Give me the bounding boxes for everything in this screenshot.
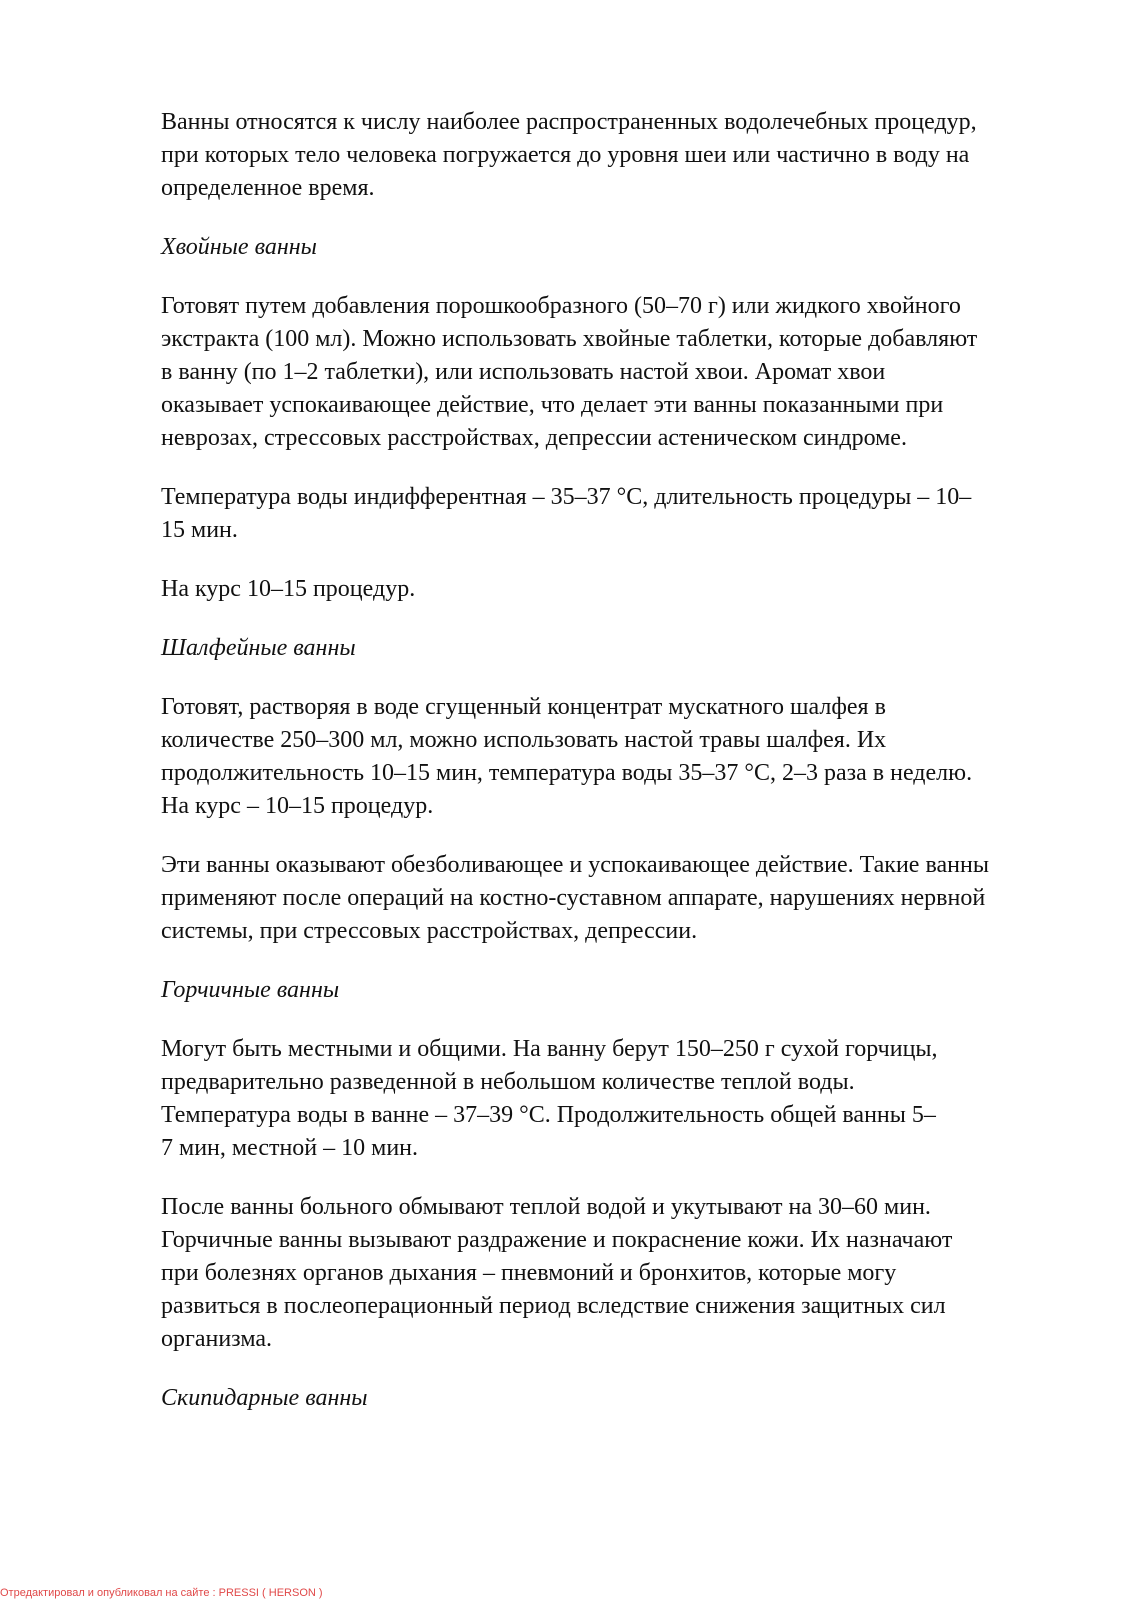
section-heading-pine-baths: Хвойные ванны	[161, 234, 317, 260]
sage-baths-effect-paragraph: Эти ванны оказывают обезболивающее и успокаивающее действие. Такие ванны применяют после операций на костно-суставном аппарате, нарушениях нервной системы, при стрессовых расстройствах, депрессии.	[161, 852, 989, 944]
mustard-baths-after-paragraph: После ванны больного обмывают теплой водой и укутывают на 30–60 мин. Горчичные ванны вызывают раздражение и покраснение кожи. Их назначают при болезнях органов дыхания – пневмоний и бронхитов, которые могу развиться в послеоперационный период вследствие снижения защитных сил организма.	[161, 1194, 953, 1352]
intro-paragraph: Ванны относятся к числу наиболее распространенных водолечебных процедур, при которых тело человека погружается до уровня шеи или частично в воду на определенное время.	[161, 109, 977, 201]
sage-baths-preparation-paragraph: Готовят, растворяя в воде сгущенный концентрат мускатного шалфея в количестве 250–300 мл, можно использовать настой травы шалфея. Их продолжительность 10–15 мин, температура воды 35–37 °C, 2–3 раза в неделю. На курс – 10–15 процедур.	[161, 694, 973, 819]
section-heading-mustard-baths: Горчичные ванны	[161, 977, 340, 1003]
document-page	[161, 106, 1061, 1441]
pine-baths-temperature-paragraph: Температура воды индифферентная – 35–37 °C, длительность процедуры – 10– 15 мин.	[161, 484, 972, 543]
section-heading-turpentine-baths: Скипидарные ванны	[161, 1385, 368, 1411]
publisher-footer-note: Отредактировал и опубликовал на сайте : PRESSI ( HERSON )	[0, 1587, 323, 1599]
pine-baths-course-paragraph: На курс 10–15 процедур.	[161, 576, 416, 602]
mustard-baths-preparation-paragraph: Могут быть местными и общими. На ванну берут 150–250 г сухой горчицы, предварительно разведенной в небольшом количестве теплой воды. Температура воды в ванне – 37–39 °C. Продолжительность общей ванны 5– 7 мин, местной – 10 мин.	[161, 1036, 938, 1161]
pine-baths-preparation-paragraph: Готовят путем добавления порошкообразного (50–70 г) или жидкого хвойного экстракта (100 мл). Можно использовать хвойные таблетки, которые добавляют в ванну (по 1–2 таблетки), или использовать настой хвои. Аромат хвои оказывает успокаивающее действие, что делает эти ванны показанными при неврозах, стрессовых расстройствах, депрессии астеническом синдроме.	[161, 293, 978, 451]
section-heading-sage-baths: Шалфейные ванны	[161, 635, 356, 661]
